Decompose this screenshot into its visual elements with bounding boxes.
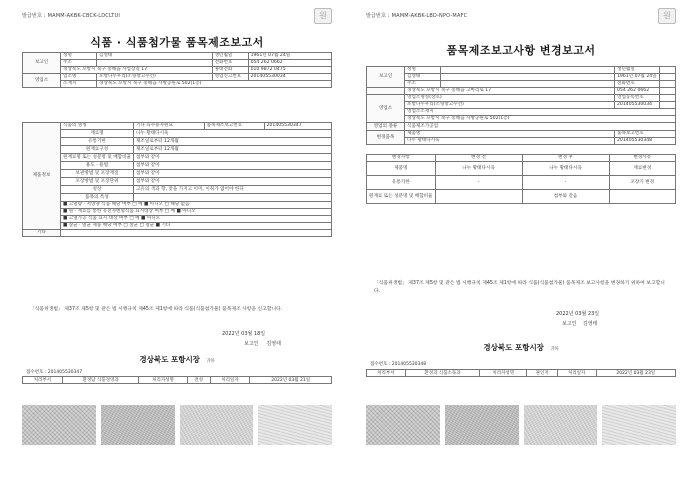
field-value [659, 102, 675, 109]
table-row [367, 116, 676, 123]
field-label: 제품명 [405, 131, 615, 138]
table-row [23, 67, 332, 74]
field-value: 경상북도 포항시 북구 흥해읍 사방공원로 502(1층) [405, 116, 676, 123]
reporter-label: 보고인 [562, 321, 577, 327]
field-label: 영업소소재지 [405, 109, 676, 116]
field-label: 식품의 명칭 [61, 123, 134, 130]
table-cell: - [522, 176, 609, 190]
table-row [23, 230, 332, 237]
field-label: 주소 [61, 60, 97, 67]
field-value: 201405530347 [264, 123, 331, 130]
field-value [659, 95, 675, 102]
field-label: 생년월일 [212, 53, 248, 60]
authority-title: 경상북도 포항시장 [139, 355, 200, 364]
field-label: 휴대전화 [212, 67, 248, 74]
table-row [367, 95, 676, 102]
table-cell [435, 190, 522, 204]
field-value [133, 194, 331, 202]
check-item: ■ 살균 · 멸균 제품 해당 여부 □ 살균 □ 멸균 ■ 기타 [61, 223, 332, 230]
change-details-table [366, 154, 676, 204]
table-row [23, 202, 332, 209]
table-cell: 처리일자 [557, 370, 596, 377]
table-row [367, 109, 676, 116]
field-value: 1961년 07월 24일 [248, 53, 331, 60]
field-value: 054 262 0662 [248, 60, 331, 67]
table-row [23, 194, 332, 202]
table-cell: 처리자성명 [139, 377, 187, 384]
issue-number: 발급번호 : MAMM-AKBK-LBD-NPO-MAFC [366, 13, 468, 19]
table-cell: 재료변경 [609, 162, 675, 176]
field-label: 전화번호 [212, 60, 248, 67]
reporter-name: 김영태 [266, 341, 281, 347]
table-cell: 포장기 변경 [609, 176, 675, 190]
table-cell: 처리자성명 [480, 370, 527, 377]
field-value: 010 9872 0475 [248, 67, 331, 74]
table-row [367, 176, 676, 190]
table-row [23, 138, 332, 146]
field-value: 경상북도 포항시 북구 흥해읍 사방공원로 502(1층) [97, 81, 332, 88]
field-value [441, 74, 615, 81]
table-row [23, 170, 332, 178]
field-value: 나누 황태다시육 [133, 130, 331, 138]
field-value: 첨부와 같이 [133, 178, 331, 186]
field-value: 054 262 0662 [615, 88, 660, 95]
field-value: 1961년 07월 24일 [615, 74, 660, 81]
table-cell: 원재료 또는 성분명 및 배합비율 [367, 190, 436, 204]
table-row [23, 162, 332, 170]
column-header: 변경사항 [367, 155, 436, 162]
processing-table [366, 369, 676, 377]
field-label: 전화번호 [615, 81, 660, 88]
table-row [367, 190, 676, 204]
table-row [367, 370, 676, 377]
table-row [23, 377, 332, 384]
field-label: 영업소명칭(상호) [405, 95, 615, 102]
field-label: 생년월일 [615, 67, 660, 74]
section-label: 영업소 [23, 74, 61, 88]
table-cell: 환경담 식품경영과 [62, 377, 139, 384]
security-pattern-strip [22, 405, 332, 445]
section-label: 보고인 [367, 67, 405, 88]
declaration-text: 「식품위생법」 제37조 제5항 및 같은 법 시행규칙 제45조 제1항에 따라 식품(식품첨가물) 품목제조 사항을 신고합니다. [30, 307, 283, 312]
field-value: 나누 황태다시육 [405, 138, 615, 145]
table-row [23, 146, 332, 154]
table-row [23, 154, 332, 162]
security-pattern-image [445, 405, 519, 445]
authority-title: 경상북도 포항시장 [483, 343, 544, 352]
authority-name [366, 342, 676, 353]
table-cell: 나누 황태다시육 [522, 162, 609, 176]
table-row [23, 81, 332, 88]
field-value [659, 88, 675, 95]
declaration-text: 「식품위생법」 제37조 제5항 및 같은 법 시행규칙 제45조 제1항에 따라 식품(식품첨가물) 품목제조 보고사항을 변경하기 위하여 보고합니다. [374, 281, 665, 294]
table-row [367, 131, 676, 138]
table-cell [609, 190, 675, 204]
field-value: 김영태 [97, 53, 213, 60]
column-header: 변경사유 [609, 155, 675, 162]
table-row [23, 130, 332, 138]
field-value [97, 60, 213, 67]
field-value: 경상북도 포항시 북구 흥해읍 고마리로 17 [405, 88, 615, 95]
reporter-label: 보고인 [244, 341, 259, 347]
section-label [367, 88, 405, 95]
table-row [23, 123, 332, 130]
security-pattern-image [602, 405, 676, 445]
field-label: 품목보고번호 [615, 131, 676, 138]
field-value [659, 67, 675, 74]
field-value: 식품제조가공업 [405, 123, 676, 131]
section-label: 제품정보 [23, 123, 61, 230]
field-label: 소재지 [61, 81, 97, 88]
product-info-table [22, 122, 332, 237]
section-label: 보고인 [23, 53, 61, 74]
field-label: 재료명 [61, 130, 134, 138]
section-label: 변경품목 [367, 131, 405, 145]
table-row [23, 209, 332, 216]
field-value: 김영태 [405, 74, 441, 81]
reporter-name: 김영태 [582, 321, 598, 327]
table-cell: 나누 황태다시육 [435, 162, 522, 176]
field-value [659, 74, 675, 81]
receipt-number: 접수번호 : 201405530348 [370, 362, 427, 367]
table-row [367, 123, 676, 131]
table-cell: 권인지 [527, 370, 557, 377]
field-label: 보관방법 및 포장재질 [61, 170, 134, 178]
table-row [23, 186, 332, 194]
table-cell: 2022년 03월 21일 [250, 377, 332, 384]
field-value: 고유의 색과 향, 맛을 가지고 이미, 이취가 없어야 한다 [133, 186, 331, 194]
table-row [23, 216, 332, 223]
receipt-number: 접수번호 : 201405530347 [26, 370, 83, 375]
original-stamp-icon: 원 [314, 8, 332, 24]
field-value: 포항나누우리(소형창고수선) [97, 74, 213, 81]
field-label: 품목의 특성 [61, 194, 134, 202]
field-value [61, 230, 332, 237]
processing-table [22, 376, 332, 384]
table-row [367, 74, 676, 81]
security-pattern-image [524, 405, 598, 445]
table-row [367, 162, 676, 176]
check-item: ■ 고열량 · 저영양 식품 해당 여부 □ 예 ■ 아니오 □ 해당 없음 [61, 202, 332, 209]
table-row [23, 60, 332, 67]
table-cell: 전성 [187, 377, 210, 384]
security-pattern-strip [366, 405, 676, 445]
food-manufacture-report-page [22, 11, 332, 445]
field-value [441, 81, 615, 88]
field-value: 첨부와 같이 [133, 170, 331, 178]
security-pattern-image [258, 405, 332, 445]
field-value: 기다 육수용자원묘 [133, 123, 204, 130]
table-row [23, 223, 332, 230]
table-row [367, 88, 676, 95]
table-row [367, 81, 676, 88]
reporter-signature [244, 340, 281, 347]
column-header: 변경 후 [522, 155, 609, 162]
table-header-row [367, 155, 676, 162]
table-row [367, 138, 676, 145]
reporter-info-table [22, 52, 332, 88]
field-value: 포항나누우리(소형창고수선) [405, 102, 615, 109]
field-label: 영업등록번호 [615, 95, 660, 102]
table-cell: 환경과 식품소독과 [405, 370, 480, 377]
field-value: 201405530034 [248, 74, 331, 81]
report-date: 2022년 03월 23일 [556, 311, 600, 317]
table-cell: - [435, 176, 522, 190]
security-pattern-image [366, 405, 440, 445]
authority-suffix: 귀하 [205, 359, 215, 364]
field-value [659, 81, 675, 88]
field-value: 201405530034 [615, 102, 660, 109]
field-value: 첨부와 같이 [133, 154, 331, 162]
field-label: 성명 [405, 67, 441, 74]
field-value: 경상북도 포항시 북구 흥해읍 사업장길 17 [61, 67, 213, 74]
table-cell: 처리부서 [367, 370, 406, 377]
reporter-info-table [366, 66, 676, 145]
field-label: 업소명 [61, 74, 97, 81]
document-title: 식품 · 식품첨가물 품목제조보고서 [90, 36, 264, 49]
field-value: 201405530348 [615, 138, 676, 145]
field-label: 원재료명 또는 성분명 및 배합비율 [61, 154, 134, 162]
check-item: ■ 원 · 재료를 통한 유전자변형식품 표시대상 여부 □ 예 ■ 아니오 [61, 209, 332, 216]
field-label: 용도 · 용법 [61, 162, 134, 170]
security-pattern-image [22, 405, 96, 445]
table-row [23, 53, 332, 60]
document-title: 품목제조보고사항 변경보고서 [446, 44, 596, 57]
field-label: 성명 [61, 53, 97, 60]
field-label: 성상 [61, 186, 134, 194]
field-value [441, 67, 615, 74]
field-value: 제조일로부터 12개월 [133, 138, 331, 146]
original-stamp-icon: 원 [658, 8, 676, 24]
table-cell: 첨부와 같음 [522, 190, 609, 204]
field-label: 영업신고번호 [212, 74, 248, 81]
change-report-page [366, 11, 676, 445]
field-value: 제조일로부터 12개월 [133, 146, 331, 154]
issue-number: 발급번호 : MAMM-AKBK-CBCK-LDCLTUI [22, 13, 121, 19]
field-value: 첨부와 같이 [133, 162, 331, 170]
column-header: 변경 전 [435, 155, 522, 162]
section-label: 영업의 종류 [367, 123, 405, 131]
field-label: 품목제조보고번호 [204, 123, 264, 130]
reporter-signature [562, 320, 597, 327]
table-row [367, 67, 676, 74]
table-cell: 제품명 [367, 162, 436, 176]
section-label: 영업소 [367, 95, 405, 123]
section-label: 기타 [23, 230, 61, 237]
field-label: 포장방법 및 포장단위 [61, 178, 134, 186]
authority-name [22, 354, 332, 365]
table-cell: 유통기한 [367, 176, 436, 190]
security-pattern-image [180, 405, 254, 445]
field-label: 주소 [405, 81, 441, 88]
report-date: 2022년 03월 18일 [222, 331, 266, 337]
table-cell: 처리일자 [210, 377, 250, 384]
table-row [23, 178, 332, 186]
table-row [23, 74, 332, 81]
authority-suffix: 귀하 [549, 347, 559, 352]
field-label: 유통기한 [61, 138, 134, 146]
table-cell: 처리부서 [23, 377, 63, 384]
table-cell: 2022년 03월 23일 [596, 370, 676, 377]
field-label: 원재료구성 [61, 146, 134, 154]
check-item: ■ 고열가공 식품 표시 대상 여부 □ 예 ■ 아니오 [61, 216, 332, 223]
security-pattern-image [101, 405, 175, 445]
table-row [367, 102, 676, 109]
